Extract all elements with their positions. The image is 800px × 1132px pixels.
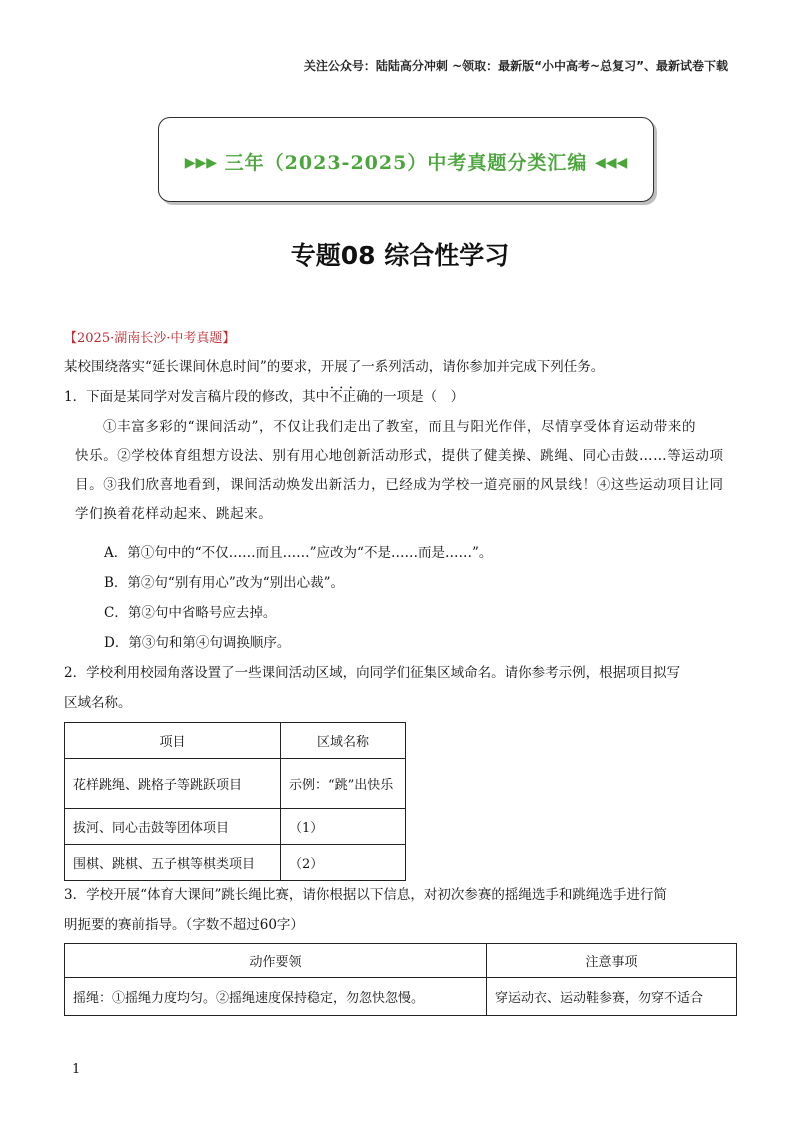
source-tag: 【2025·湖南长沙·中考真题】 xyxy=(64,331,236,346)
q1-option-d: D．第③句和第④句调换顺序。 xyxy=(104,635,291,651)
passage-line: 快乐。②学校体育组想方设法、别有用心地创新活动形式，提供了健美操、跳绳、同心击鼓……等运动项 xyxy=(75,448,724,464)
q3-stem-line1: 3．学校开展“体育大课间”跳长绳比赛，请你根据以下信息，对初次参赛的摇绳选手和跳绳选手进行简 xyxy=(64,887,667,903)
table-header: 动作要领 xyxy=(65,944,487,978)
table-cell: 穿运动衣、运动鞋参赛，勿穿不适合 xyxy=(487,978,737,1016)
table-cell: 摇绳：①摇绳力度均匀。②摇绳速度保持稳定，勿忽快忽慢。 xyxy=(65,978,487,1016)
q1-option-b: B．第②句“别有用心”改为“别出心裁”。 xyxy=(104,575,345,591)
q1-stem-emphasis: • • • 不正确 xyxy=(329,389,370,405)
q1-passage xyxy=(75,413,745,529)
arrows-right-icon: ▶▶▶ xyxy=(184,155,218,171)
table-cell: （2） xyxy=(281,845,406,881)
table-header: 区域名称 xyxy=(281,723,406,759)
q3-stem-line2: 明扼要的赛前指导。（字数不超过60字） xyxy=(64,917,304,933)
banner-title-row xyxy=(159,148,653,175)
table-cell: （1） xyxy=(281,809,406,845)
q2-table xyxy=(64,722,406,881)
q1-stem-after: 的一项是（ ） xyxy=(369,389,465,405)
table-cell: 围棋、跳棋、五子棋等棋类项目 xyxy=(65,845,281,881)
table-header: 注意事项 xyxy=(487,944,737,978)
q2-stem-line1: 2．学校利用校园角落设置了一些课间活动区域，向同学们征集区域命名。请你参考示例，根据项目拟写 xyxy=(64,665,681,681)
q1-option-a: A．第①句中的“不仅……而且……”应改为“不是……而是……”。 xyxy=(104,545,493,561)
arrows-left-icon: ◀◀◀ xyxy=(594,155,628,171)
table-cell: 示例：“跳”出快乐 xyxy=(281,759,406,809)
passage-line: 学们换着花样动起来、跳起来。 xyxy=(75,506,273,522)
q1-option-c: C．第②句中省略号应去掉。 xyxy=(104,605,277,621)
q2-stem-line2: 区域名称。 xyxy=(64,695,132,711)
header-note: 关注公众号：陆陆高分冲刺 ~领取：最新版“小中高考~总复习”、最新试卷下载 xyxy=(303,59,728,73)
table-cell: 拔河、同心击鼓等团体项目 xyxy=(65,809,281,845)
passage-line: 目。③我们欣喜地看到，课间活动焕发出新活力，已经成为学校一道亮丽的风景线！④这些运动项目让同 xyxy=(75,477,724,493)
q3-table xyxy=(64,943,737,1016)
table-header: 项目 xyxy=(65,723,281,759)
passage-line: ①丰富多彩的“课间活动”，不仅让我们走出了教室，而且与阳光作伴，尽情享受体育运动带来的 xyxy=(103,419,697,435)
q1-stem xyxy=(64,387,740,407)
page-title: 专题08 综合性学习 xyxy=(290,241,510,270)
title-banner xyxy=(158,117,654,202)
banner-title: 三年（2023-2025）中考真题分类汇编 xyxy=(224,152,588,174)
intro-text: 某校围绕落实“延长课间休息时间”的要求，开展了一系列活动，请你参加并完成下列任务。 xyxy=(64,359,605,375)
table-cell: 花样跳绳、跳格子等跳跃项目 xyxy=(65,759,281,809)
page-number: 1 xyxy=(72,1062,81,1077)
q1-stem-before: 1．下面是某同学对发言稿片段的修改，其中 xyxy=(64,389,330,405)
